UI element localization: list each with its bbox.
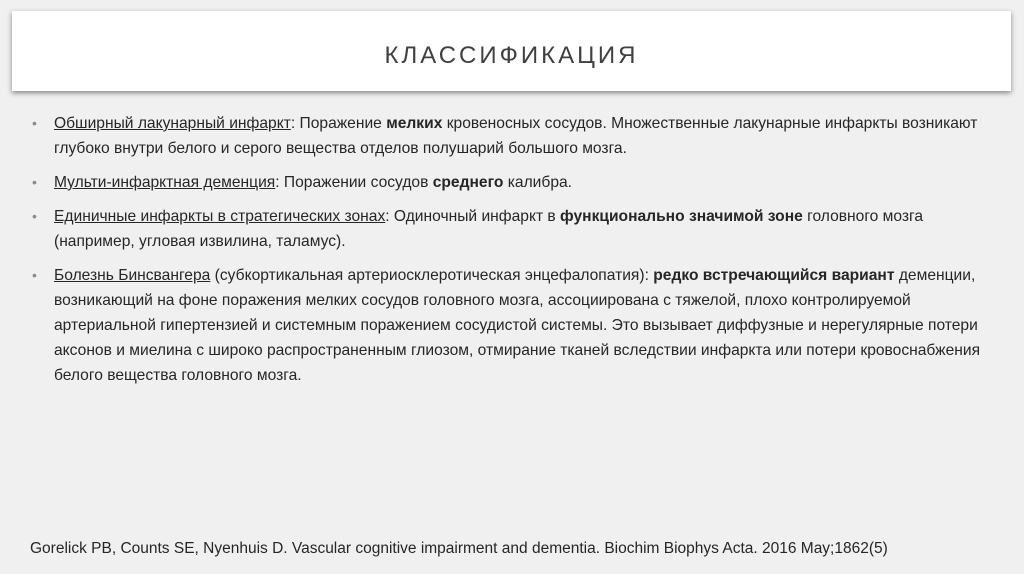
bullet-icon: • [32, 115, 37, 131]
item-colon: : [290, 115, 300, 132]
bullet-icon: • [32, 208, 37, 224]
item-emphasis: среднего [432, 174, 504, 191]
item-emphasis: мелких [386, 115, 443, 132]
content-list [32, 111, 982, 397]
item-text: головного мозга (например, угловая извилина, таламус). [54, 208, 924, 250]
item-text: кровеносных сосудов. Множественные лакунарные инфаркты возникают глубоко внутри белого и серого вещества отделов полушарий большого мозга. [54, 115, 978, 157]
item-emphasis: функционально значимой зоне [560, 208, 803, 225]
item-colon: : [275, 174, 284, 191]
item-text: калибра. [503, 174, 572, 191]
list-item [32, 111, 982, 161]
list-item [32, 263, 982, 388]
citation: Gorelick PB, Counts SE, Nyenhuis D. Vascular cognitive impairment and dementia. Biochim Biophys Acta. 2016 May;1862(5) [30, 540, 888, 557]
item-text: Поражении сосудов [283, 174, 433, 191]
list-item [32, 170, 982, 195]
item-text: Поражение [299, 115, 387, 132]
item-text: деменции, возникающий на фоне поражения мелких сосудов головного мозга, ассоциирована с тяжелой, плохо контролируемой артериальной гипертензией и системным поражением сосудистой системы. Это вызывает диффузные и нерегулярные потери аксонов и миелина с широко распространенным глиозом, отмирание тканей вследствии инфаркта или потери кровоснабжения белого вещества головного мозга. [54, 267, 981, 384]
slide-title: КЛАССИФИКАЦИЯ [384, 42, 639, 69]
bullet-icon: • [32, 174, 37, 190]
item-term: Мульти-инфарктная деменция [54, 174, 276, 191]
item-emphasis: редко встречающийся вариант [653, 267, 895, 284]
item-text: Одиночный инфаркт в [393, 208, 561, 225]
title-box [12, 11, 1011, 91]
item-colon: : [385, 208, 394, 225]
item-text: (субкортикальная артериосклеротическая энцефалопатия): [214, 267, 654, 284]
bullet-icon: • [32, 267, 37, 283]
item-term: Обширный лакунарный инфаркт [54, 115, 291, 132]
item-term: Болезнь Бинсвангера [54, 267, 211, 284]
item-term: Единичные инфаркты в стратегических зонах [54, 208, 386, 225]
list-item [32, 204, 982, 254]
